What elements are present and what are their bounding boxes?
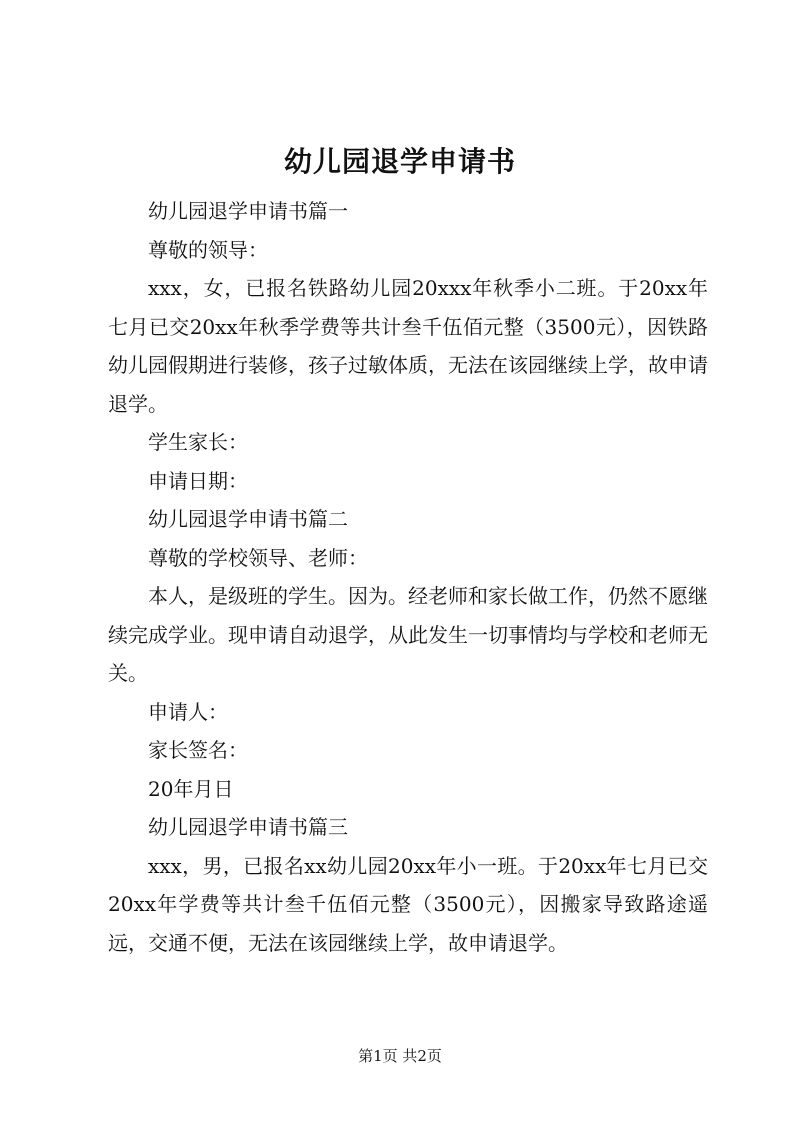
signature-line: 家长签名： — [148, 738, 248, 762]
salutation: 尊敬的学校领导、老师： — [148, 545, 368, 570]
document-title: 幼儿园退学申请书 — [283, 145, 516, 178]
section-heading-1: 幼儿园退学申请书篇一 — [148, 199, 348, 223]
section-heading-3: 幼儿园退学申请书篇三 — [148, 815, 348, 839]
body-paragraph: xxx，女，已报名铁路幼儿园20xxx年秋季小二班。于20xx年七月已交20xx年秋季学费等共计叁千伍佰元整（3500元），因铁路幼儿园假期进行装修，孩子过敏体质，无法在该园继续上学，故申请退学。 — [108, 276, 708, 416]
date-line: 申请日期： — [148, 468, 248, 493]
signature-line: 申请人： — [148, 699, 228, 724]
signature-line: 学生家长： — [148, 430, 248, 454]
section-heading-2: 幼儿园退学申请书篇二 — [148, 507, 348, 531]
body-paragraph: xxx，男，已报名xx幼儿园20xx年小一班。于20xx年七月已交20xx年学费等共计叁千伍佰元整（3500元），因搬家导致路途遥远，交通不便，无法在该园继续上学，故申请退学。 — [108, 853, 708, 955]
document-body — [108, 192, 708, 962]
body-paragraph: 本人，是级班的学生。因为。经老师和家长做工作，仍然不愿继续完成学业。现申请自动退学，从此发生一切事情均与学校和老师无关。 — [108, 584, 708, 685]
salutation: 尊敬的领导： — [148, 237, 268, 262]
page-number: 第1页 共2页 — [358, 1047, 442, 1065]
date-line: 20年月日 — [148, 776, 234, 801]
